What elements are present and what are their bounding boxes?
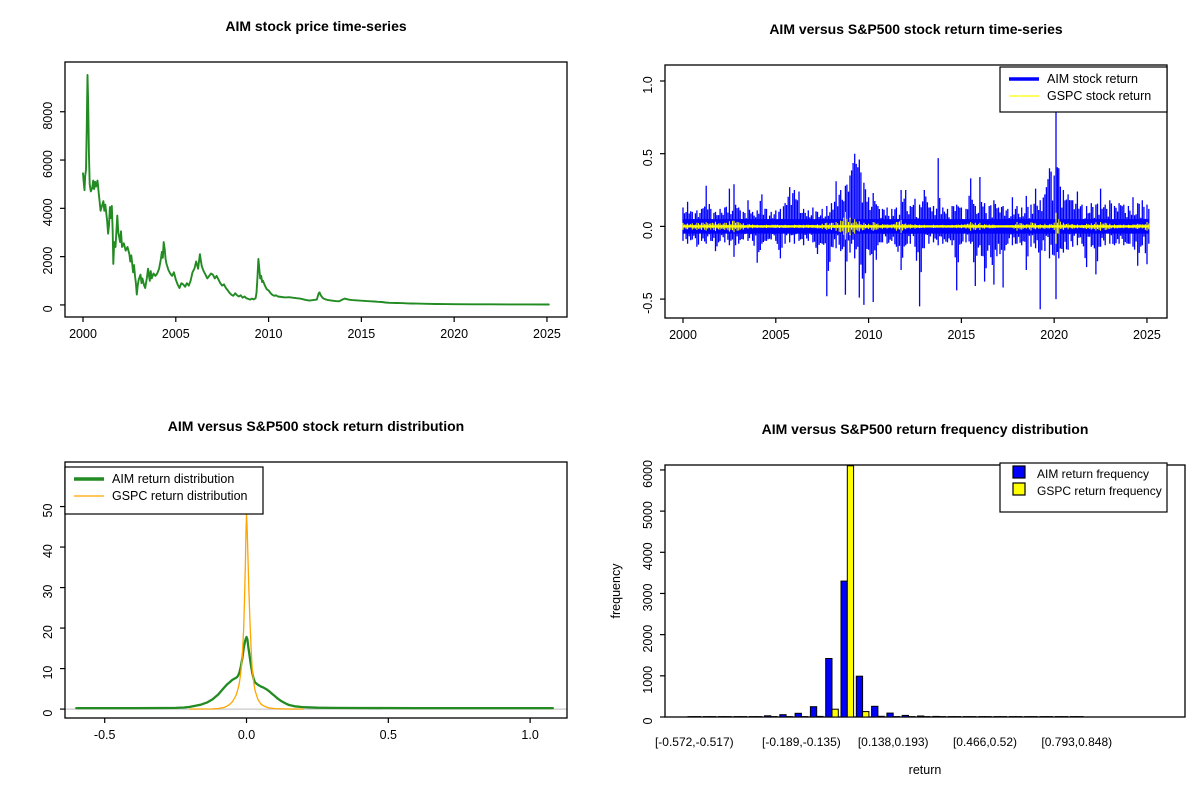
- legend-label: GSPC stock return: [1047, 89, 1152, 103]
- bar: [826, 659, 832, 718]
- x-tick-label: [-0.572,-0.517): [654, 735, 734, 749]
- bar: [795, 713, 801, 717]
- legend-label: GSPC return distribution: [112, 489, 248, 503]
- plot-area: [83, 75, 549, 305]
- y-tick-label: 5000: [641, 501, 655, 530]
- bar: [863, 712, 869, 717]
- series-gspc-return-distribution: [190, 515, 303, 709]
- x-tick-label: 0.5: [379, 728, 398, 742]
- bar: [847, 466, 853, 717]
- y-tick-label: 1000: [641, 665, 655, 694]
- aim-price-timeseries-chart: [0, 0, 600, 400]
- series-aim-stock-price: [83, 75, 549, 305]
- y-tick-label: 10: [41, 665, 55, 680]
- legend-label: GSPC return frequency: [1037, 484, 1162, 498]
- y-tick-label: -0.5: [641, 292, 655, 314]
- x-tick-label: [0.793,0.848): [1041, 735, 1113, 749]
- y-axis-label: frequency: [609, 563, 623, 619]
- x-axis: [669, 318, 1161, 342]
- x-tick-label: 2020: [440, 327, 469, 341]
- y-tick-label: 3000: [641, 583, 655, 612]
- legend-label: AIM return frequency: [1037, 467, 1150, 481]
- series-aim-return-distribution: [76, 637, 553, 708]
- y-axis: [41, 102, 65, 313]
- bar: [841, 581, 847, 717]
- y-tick-label: 6000: [41, 150, 55, 178]
- bar: [887, 713, 893, 717]
- panel-return-timeseries: [600, 0, 1200, 400]
- panel-aim-price-timeseries: [0, 0, 600, 400]
- x-tick-label: -0.5: [93, 728, 116, 742]
- y-tick-label: 0: [641, 717, 655, 725]
- bar: [817, 716, 823, 717]
- bar: [832, 709, 838, 717]
- legend-box-sample: [1013, 483, 1025, 495]
- bar: [765, 716, 771, 717]
- x-tick-label: 2005: [761, 328, 790, 342]
- legend: [65, 467, 263, 514]
- y-axis: [641, 76, 665, 314]
- x-tick-label: 0.0: [237, 728, 256, 742]
- x-tick-label: 2010: [254, 327, 283, 341]
- bar: [878, 716, 884, 717]
- bar: [902, 715, 908, 717]
- legend-label: AIM return distribution: [112, 472, 235, 486]
- y-tick-label: 6000: [641, 460, 655, 488]
- x-tick-label: [0.466,0.52): [952, 735, 1018, 749]
- x-tick-label: 2000: [69, 327, 97, 341]
- panel-return-distribution: [0, 400, 600, 800]
- x-tick-label: 2015: [347, 327, 376, 341]
- chart-title: AIM versus S&P500 stock return distribution: [167, 418, 465, 434]
- bar: [856, 676, 862, 717]
- legend: [1000, 67, 1167, 112]
- x-axis: [94, 718, 539, 742]
- y-tick-label: 0: [41, 305, 55, 313]
- x-tick-label: 2025: [1133, 328, 1161, 342]
- y-tick-label: 8000: [41, 101, 55, 130]
- panel-return-frequency: [600, 400, 1200, 800]
- y-tick-label: 2000: [41, 246, 55, 275]
- legend-label: AIM stock return: [1047, 72, 1138, 86]
- y-axis: [41, 504, 65, 717]
- y-tick-label: 40: [41, 544, 55, 559]
- bar: [872, 706, 878, 717]
- x-tick-label: 2000: [669, 328, 697, 342]
- x-tick-label: 2025: [533, 327, 561, 341]
- y-tick-label: 1.0: [641, 76, 655, 94]
- x-axis-label: return: [908, 763, 942, 777]
- legend-box-sample: [1013, 466, 1025, 478]
- x-tick-label: 2015: [947, 328, 976, 342]
- chart-title: AIM stock price time-series: [225, 18, 407, 34]
- return-distribution-chart: [0, 400, 600, 800]
- x-tick-label: 2020: [1040, 328, 1069, 342]
- y-tick-label: 4000: [641, 542, 655, 571]
- x-tick-label: 1.0: [521, 728, 539, 742]
- y-axis: [641, 460, 665, 724]
- y-tick-label: 50: [41, 503, 55, 518]
- y-tick-label: 2000: [641, 624, 655, 653]
- x-axis: [655, 735, 1112, 749]
- return-frequency-chart: [600, 400, 1200, 800]
- chart-title: AIM versus S&P500 stock return time-series: [769, 21, 1063, 37]
- legend: [1000, 463, 1167, 512]
- bar: [918, 716, 924, 717]
- return-timeseries-chart: [600, 0, 1200, 400]
- x-tick-label: 2010: [854, 328, 883, 342]
- y-tick-label: 4000: [41, 198, 55, 227]
- plot-area: [65, 515, 567, 709]
- series-aim-return-frequency: [688, 581, 1077, 717]
- bar: [780, 715, 786, 717]
- chart-title: AIM versus S&P500 return frequency distribution: [761, 421, 1089, 437]
- bar: [933, 716, 939, 717]
- x-tick-label: [0.138,0.193): [857, 735, 929, 749]
- y-tick-label: 30: [41, 584, 55, 599]
- x-tick-label: 2005: [161, 327, 190, 341]
- bar: [810, 707, 816, 717]
- x-axis: [69, 317, 561, 341]
- x-tick-label: [-0.189,-0.135): [762, 735, 841, 749]
- y-tick-label: 0.5: [641, 149, 655, 167]
- y-tick-label: 20: [41, 625, 55, 640]
- y-tick-label: 0: [41, 709, 55, 717]
- y-tick-label: 0.0: [641, 221, 655, 240]
